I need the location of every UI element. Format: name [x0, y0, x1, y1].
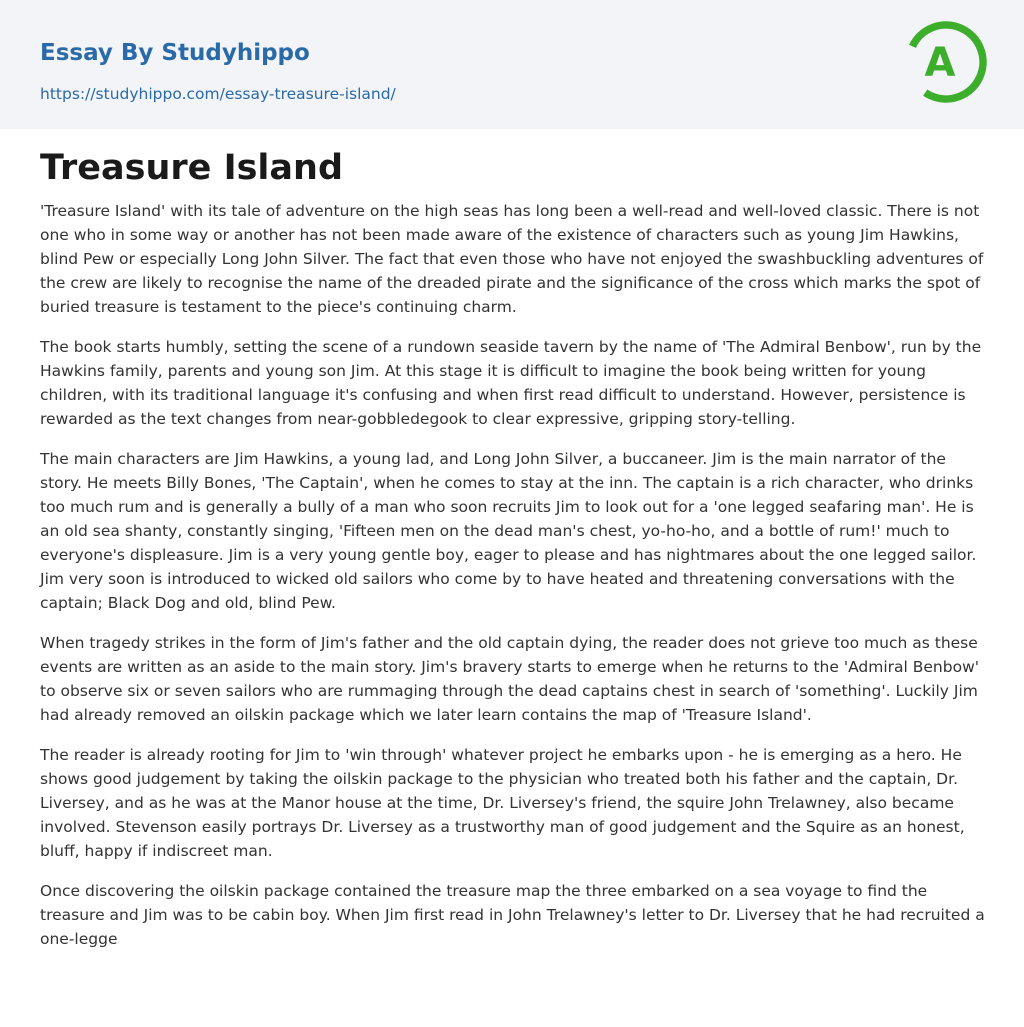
article-paragraph: 'Treasure Island' with its tale of adventure on the high seas has long been a well-read and well-loved classic. There is not one who in some way or another has not been made aware of the existence of characters such as young Jim Hawkins, blind Pew or especially Long John Silver. The fact that even those who have not enjoyed the swashbuckling adventures of the crew are likely to recognise the name of the dreaded pirate and the significance of the cross which marks the spot of buried treasure is testament to the piece's continuing charm. [40, 202, 984, 316]
article-paragraph: The reader is already rooting for Jim to 'win through' whatever project he embarks upon - he is emerging as a hero. He shows good judgement by taking the oilskin package to the physician who treated both his father and the captain, Dr. Liversey, and as he was at the Manor house at the time, Dr. Liversey's friend, the squire John Trelawney, also became involved. Stevenson easily portrays Dr. Liversey as a trustworthy man of good judgement and the Squire as an honest, bluff, happy if indiscreet man. [40, 746, 965, 860]
article-paragraph: When tragedy strikes in the form of Jim's father and the old captain dying, the reader does not grieve too much as these events are written as an aside to the main story. Jim's bravery starts to emerge when he returns to the 'Admiral Benbow' to observe six or seven sailors who are rummaging through the dead captains chest in search of 'something'. Luckily Jim had already removed an oilskin package which we later learn contains the map of 'Treasure Island'. [40, 634, 980, 724]
article-title: Treasure Island [40, 148, 344, 188]
logo-letter: A [924, 40, 956, 86]
site-title: Essay By Studyhippo [40, 40, 310, 66]
article-paragraph: Once discovering the oilskin package contained the treasure map the three embarked on a sea voyage to find the treasure and Jim was to be cabin boy. When Jim first read in John Trelawney's letter to Dr. Liversey that he had recruited a one-legge [40, 882, 985, 948]
studyhippo-logo-icon[interactable] [904, 18, 988, 106]
article-body [40, 145, 986, 967]
article-url-link[interactable]: https://studyhippo.com/essay-treasure-island/ [40, 85, 396, 103]
page-header [0, 0, 1024, 129]
article-paragraph: The book starts humbly, setting the scene of a rundown seaside tavern by the name of 'The Admiral Benbow', run by the Hawkins family, parents and young son Jim. At this stage it is difficult to imagine the book being written for young children, with its traditional language it's confusing and when first read difficult to understand. However, persistence is rewarded as the text changes from near-gobbledegook to clear expressive, gripping story-telling. [40, 338, 982, 428]
article-paragraph: The main characters are Jim Hawkins, a young lad, and Long John Silver, a buccaneer. Jim is the main narrator of the story. He meets Billy Bones, 'The Captain', when he comes to stay at the inn. The captain is a rich character, who drinks too much rum and is generally a bully of a man who soon recruits Jim to look out for a 'one legged seafaring man'. He is an old sea shanty, constantly singing, 'Fifteen men on the dead man's chest, yo-ho-ho, and a bottle of rum!' much to everyone's displeasure. Jim is a very young gentle boy, eager to please and has nightmares about the one legged sailor. Jim very soon is introduced to wicked old sailors who come by to have heated and threatening conversations with the captain; Black Dog and old, blind Pew. [40, 450, 977, 612]
